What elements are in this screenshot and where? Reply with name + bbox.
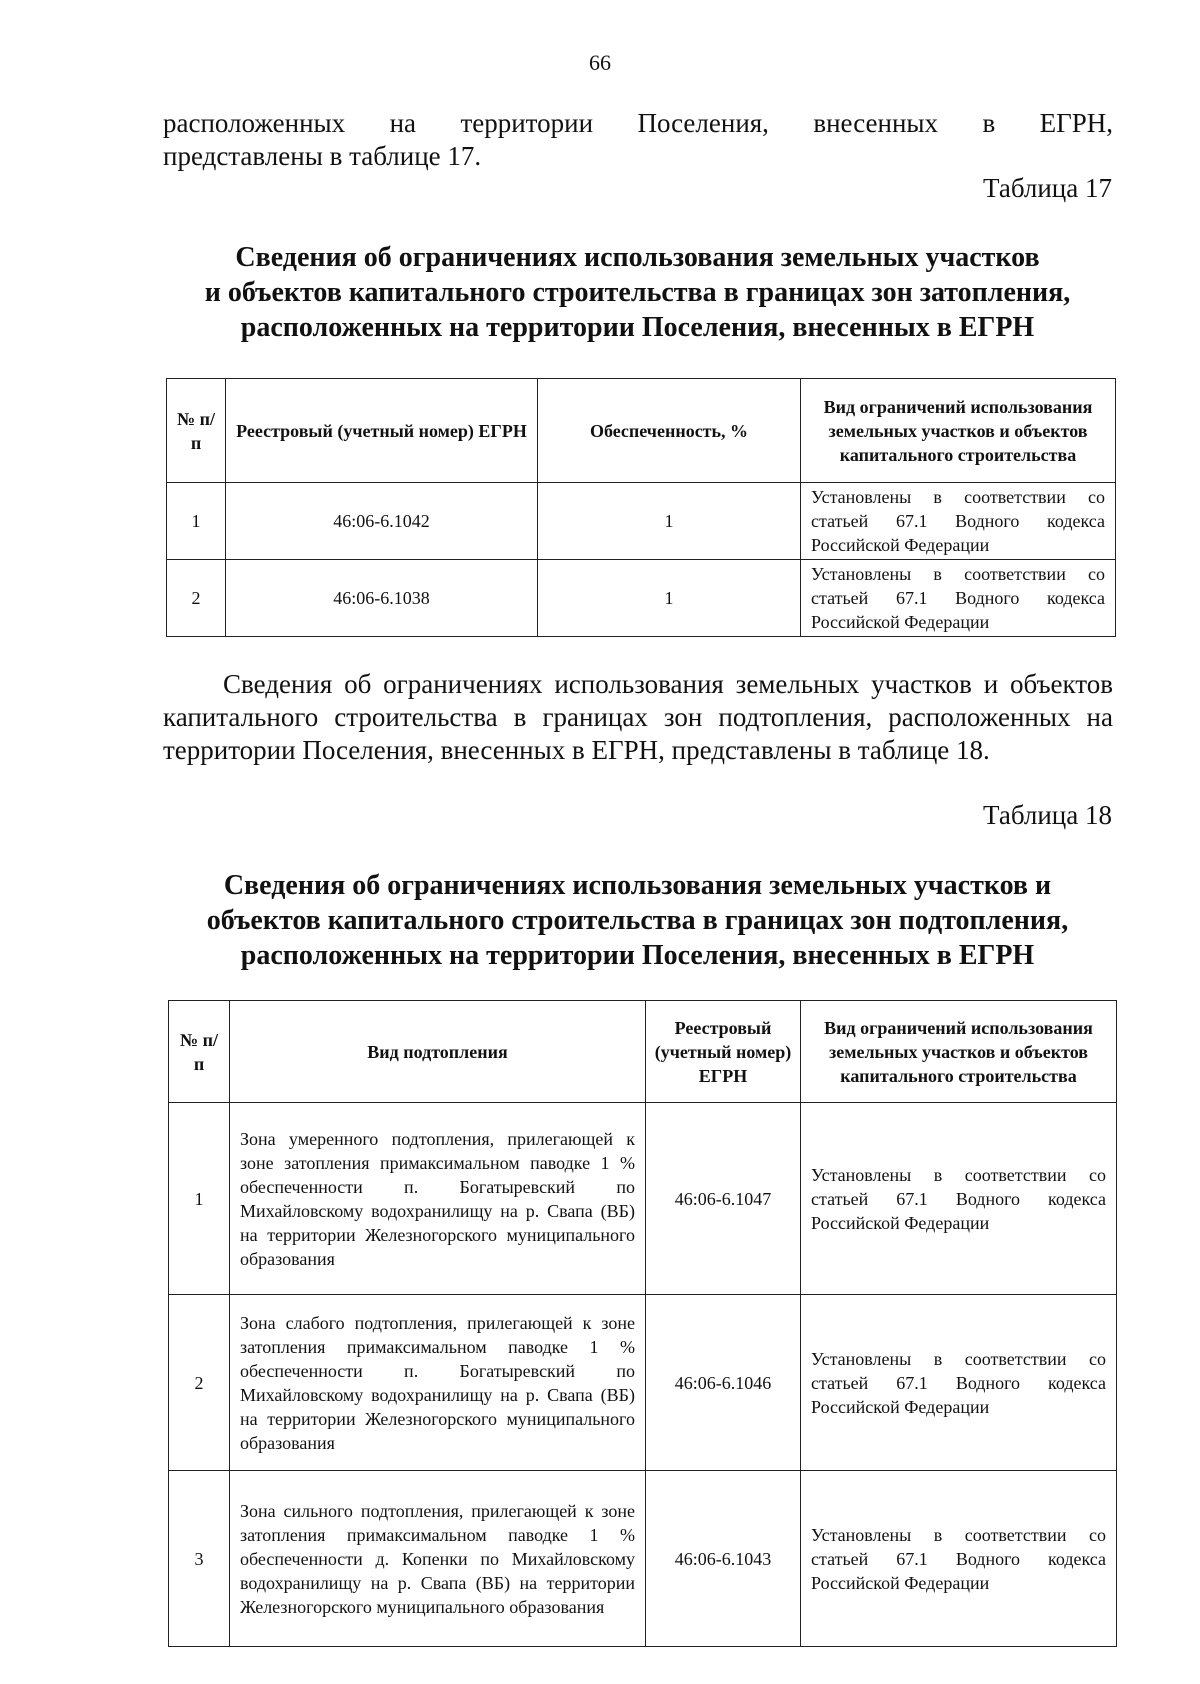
cell-registry: 46:06-6.1038 (226, 560, 538, 637)
table-17 (166, 378, 1116, 637)
cell-registry: 46:06-6.1042 (226, 483, 538, 560)
table-17-title-line: Сведения об ограничениях использования земельных участков (235, 242, 1040, 273)
cell-num: 1 (167, 483, 226, 560)
header-restriction-type: Вид ограничений использования земельных участков и объектов капитального строительства (801, 379, 1116, 483)
table-row (169, 1471, 1117, 1647)
cell-provision: 1 (538, 560, 801, 637)
cell-flood-type: Зона сильного подтопления, прилегающей к зоне затопления примаксимальном паводке 1 % обеспеченности д. Копенки по Михайловскому водохранилищу на р. Свапа (ВБ) на территории Железногорского муниципального образования (230, 1471, 646, 1647)
cell-num: 2 (169, 1295, 230, 1471)
header-registry: Реестровый (учетный номер) ЕГРН (226, 379, 538, 483)
cell-num: 2 (167, 560, 226, 637)
table-row (167, 483, 1116, 560)
intro-line-1: расположенных на территории Поселения, внесенных в ЕГРН, (163, 108, 1113, 138)
table-row (169, 1103, 1117, 1295)
table-17-title-line: расположенных на территории Поселения, внесенных в ЕГРН (240, 312, 1035, 343)
table-17-label: Таблица 17 (983, 173, 1112, 203)
table-18-title-line: расположенных на территории Поселения, внесенных в ЕГРН (240, 940, 1035, 971)
page-number: 66 (589, 50, 611, 75)
cell-registry: 46:06-6.1046 (646, 1295, 801, 1471)
table-18-title-line: Сведения об ограничениях использования земельных участков и (223, 870, 1052, 901)
header-restriction-type: Вид ограничений использования земельных участков и объектов капитального строительства (801, 1001, 1117, 1103)
cell-restriction-type: Установлены в соответствии со статьей 67.1 Водного кодекса Российской Федерации (801, 560, 1116, 637)
second-paragraph-text: Сведения об ограничениях использования земельных участков и объектов капитального строительства в границах зон подтопления, расположенных на территории Поселения, внесенных в ЕГРН, представлены в таблице 18. (163, 669, 1113, 765)
table-header-row (169, 1001, 1117, 1103)
table-row (167, 560, 1116, 637)
table-18 (168, 1000, 1117, 1647)
cell-restriction-type: Установлены в соответствии со статьей 67.1 Водного кодекса Российской Федерации (801, 1103, 1117, 1295)
intro-line-2: представлены в таблице 17. (163, 141, 482, 171)
cell-restriction-type: Установлены в соответствии со статьей 67.1 Водного кодекса Российской Федерации (801, 483, 1116, 560)
cell-flood-type: Зона слабого подтопления, прилегающей к зоне затопления примаксимальном паводке 1 % обеспеченности п. Богатыревский по Михайловскому водохранилищу на р. Свапа (ВБ) на территории Железногорского муниципального образования (230, 1295, 646, 1471)
cell-restriction-type: Установлены в соответствии со статьей 67.1 Водного кодекса Российской Федерации (801, 1295, 1117, 1471)
table-18-label: Таблица 18 (983, 800, 1112, 830)
header-flood-type: Вид подтопления (230, 1001, 646, 1103)
intro-paragraph (163, 107, 1113, 173)
cell-provision: 1 (538, 483, 801, 560)
header-num: № п/п (167, 379, 226, 483)
table-17-title (140, 240, 1135, 345)
header-provision: Обеспеченность, % (538, 379, 801, 483)
table-18-title-line: объектов капитального строительства в границах зон подтопления, (206, 905, 1069, 936)
cell-registry: 46:06-6.1047 (646, 1103, 801, 1295)
table-18-title (140, 868, 1135, 973)
cell-restriction-type: Установлены в соответствии со статьей 67.1 Водного кодекса Российской Федерации (801, 1471, 1117, 1647)
cell-registry: 46:06-6.1043 (646, 1471, 801, 1647)
table-17-title-line: и объектов капитального строительства в границах зон затопления, (204, 277, 1071, 308)
table-header-row (167, 379, 1116, 483)
header-registry: Реестровый (учетный номер) ЕГРН (646, 1001, 801, 1103)
second-paragraph (163, 668, 1113, 767)
header-num: № п/п (169, 1001, 230, 1103)
cell-flood-type: Зона умеренного подтопления, прилегающей к зоне затопления примаксимальном паводке 1 % обеспеченности п. Богатыревский по Михайловскому водохранилищу на р. Свапа (ВБ) на территории Железногорского муниципального образования (230, 1103, 646, 1295)
cell-num: 3 (169, 1471, 230, 1647)
table-row (169, 1295, 1117, 1471)
cell-num: 1 (169, 1103, 230, 1295)
